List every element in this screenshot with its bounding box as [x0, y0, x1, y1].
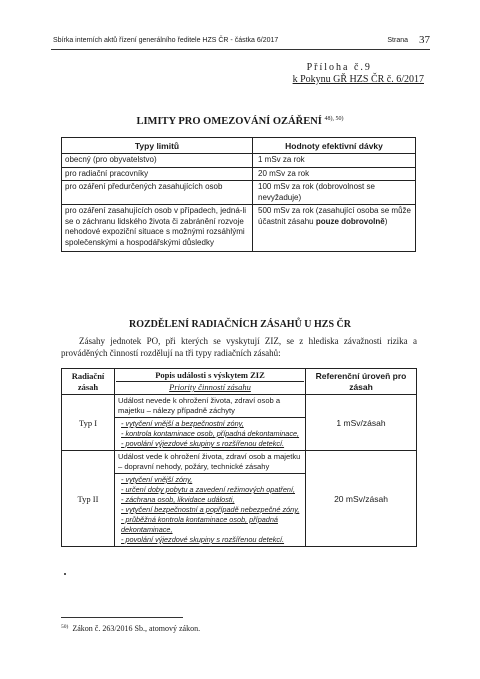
limit-type: pro radiační pracovníky: [62, 167, 253, 181]
list-item: - vytyčení vnější zóny,: [121, 475, 193, 484]
limits-table: [61, 137, 416, 252]
page-header: [51, 34, 430, 48]
zone-reference-level: 1 mSv/zásah: [306, 395, 417, 451]
limit-type: pro ozáření předurčených zasahujících osob: [62, 181, 253, 205]
header-divider: [51, 49, 430, 50]
table-row: [62, 167, 416, 181]
list-item: - záchrana osob, likvidace události,: [121, 495, 235, 504]
annex-reference: [293, 62, 424, 86]
limit-value-text: 500 mSv za rok (zasahující osoba se může účastnit zásahu: [258, 206, 411, 226]
annex-number: Příloha č.9: [306, 62, 372, 73]
zone-description: [115, 395, 306, 451]
zones-col-ref-header: Referenční úroveň pro zásah: [306, 369, 417, 395]
header-collection-title: Sbírka interních aktů řízení generálního ředitele HZS ČR - částka 6/2017: [53, 37, 279, 44]
limit-value: 1 mSv za rok: [253, 154, 416, 168]
limits-title-footnote-ref: 48), 50): [324, 116, 344, 122]
zone-description: [115, 451, 306, 547]
table-row: [62, 395, 417, 451]
table-row: [62, 181, 416, 205]
zone-priorities: [115, 474, 305, 546]
footnote-mark: 50): [61, 624, 69, 630]
zones-intro-text: Zásahy jednotek PO, při kterých se vyskytují ZIZ, se z hlediska závažnosti rizika a prováděných činností rozdělují na tři typy radiačních zásahů:: [61, 336, 417, 358]
footnote-text: Zákon č. 263/2016 Sb., atomový zákon.: [72, 624, 201, 633]
list-item: - určení doby pobytu a zavedení režimových opatření,: [121, 485, 296, 494]
header-page-number: 37: [419, 34, 430, 46]
annex-directive: k Pokynu GŘ HZS ČR č. 6/2017: [292, 74, 424, 85]
limits-heading: [0, 116, 480, 127]
limit-value: 100 mSv za rok (dobrovolnost se nevyžaduje): [253, 181, 416, 205]
zones-col-priority-subheader: Priority činností zásahu: [116, 381, 304, 393]
zone-reference-level: 20 mSv/zásah: [306, 451, 417, 547]
list-item: - vytyčení vnější a bezpečnostní zóny,: [121, 419, 244, 428]
limit-value: 20 mSv za rok: [253, 167, 416, 181]
zone-type: Typ II: [62, 451, 115, 547]
zone-priorities: [115, 418, 305, 450]
list-item: - vytyčení bezpečnostní a popřípadě nebezpečné zóny,: [121, 505, 300, 514]
table-row: [62, 451, 417, 547]
list-item: - průběžná kontrola kontaminace osob, případná dekontaminace,: [121, 515, 278, 534]
zones-col-type-header: Radiační zásah: [62, 369, 115, 395]
zone-type: Typ I: [62, 395, 115, 451]
zone-event-description: Událost vede k ohrožení života, zdraví osob a majetku – dopravní nehody, požáry, technické zásahy: [115, 451, 305, 474]
limit-type: obecný (pro obyvatelstvo): [62, 154, 253, 168]
list-item: - povolání výjezdové skupiny s rozšířenou detekcí.: [121, 535, 285, 544]
scan-speck: [64, 573, 66, 575]
limit-type: pro ozáření zasahujících osob v případech, jedná-li se o záchranu lidského života či zabránění rozvoje nehodové expoziční situace s možnými rozsáhlými společenskými a hospodářskými důsledky: [62, 205, 253, 252]
limits-title: LIMITY PRO OMEZOVÁNÍ OZÁŘENÍ: [136, 116, 322, 127]
limits-col-value-header: Hodnoty efektivní dávky: [253, 138, 416, 154]
zones-table: [61, 368, 417, 547]
zones-heading: ROZDĚLENÍ RADIAČNÍCH ZÁSAHŮ U HZS ČR: [129, 319, 351, 330]
zone-event-description: Událost nevede k ohrožení života, zdraví osob a majetku – nálezy případně záchyty: [115, 395, 305, 418]
limit-value-emphasis: pouze dobrovolně: [315, 216, 385, 226]
limit-value: [253, 205, 416, 252]
limits-col-type-header: Typy limitů: [62, 138, 253, 154]
footnote: [61, 624, 200, 633]
table-row: [62, 154, 416, 168]
limit-value-closing: ): [384, 216, 388, 226]
list-item: - kontrola kontaminace osob, případná dekontaminace,: [121, 429, 300, 438]
footnote-divider: [61, 617, 183, 618]
list-item: - povolání výjezdové skupiny s rozšířenou detekcí.: [121, 439, 285, 448]
table-row: [62, 205, 416, 252]
zones-intro: [61, 335, 417, 359]
header-page-label: Strana: [387, 37, 408, 44]
zones-col-desc-title: Popis události s výskytem ZIZ: [155, 370, 265, 380]
zones-col-desc-header: [115, 369, 306, 395]
